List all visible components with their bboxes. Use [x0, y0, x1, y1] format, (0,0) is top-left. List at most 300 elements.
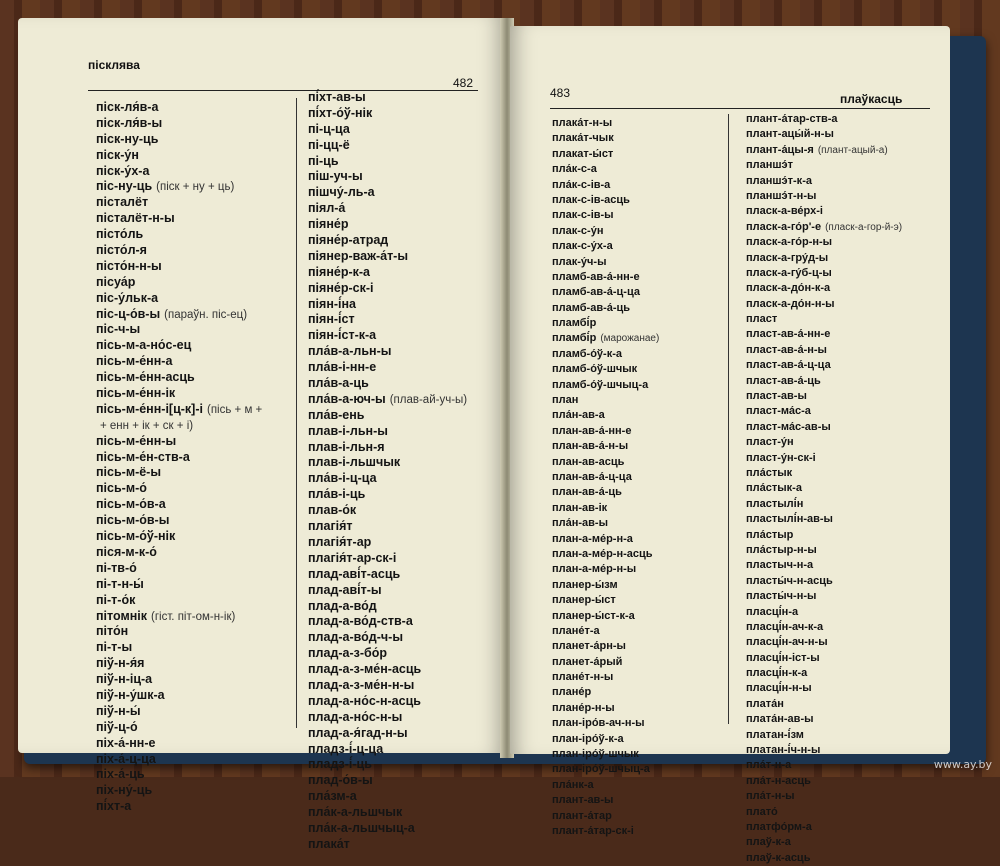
entry-word: плака́т-н-ы: [552, 117, 613, 129]
entry-word: піх-ну́-ць: [96, 783, 153, 798]
dictionary-entry: [96, 577, 262, 593]
entry-word: пі́хт-а: [96, 799, 132, 814]
dictionary-entry: [746, 835, 902, 850]
dictionary-entry: [552, 239, 659, 254]
entry-note: (марожанае): [600, 333, 660, 345]
dictionary-entry: [746, 112, 902, 127]
entry-word: піяне́р-ск-і: [308, 280, 374, 295]
entry-word: піс-ч-ы: [96, 322, 141, 337]
entry-note: (пласк-а-гор-й-э): [825, 221, 903, 233]
dictionary-entry: [746, 805, 902, 820]
dictionary-entry: [96, 767, 262, 783]
left-column-divider: [296, 98, 297, 728]
entry-word: пі-ць: [308, 153, 339, 168]
dictionary-entry: [308, 519, 467, 535]
dictionary-entry: [746, 297, 902, 312]
entry-word: пі́хт-ав-ы: [308, 90, 366, 104]
dictionary-entry: [746, 851, 902, 866]
entry-word: пі-цц-ё: [308, 137, 350, 152]
entry-word: пласт-у́н: [746, 436, 794, 449]
watermark: www.ay.by: [933, 758, 992, 771]
dictionary-entry: [552, 393, 659, 408]
entry-word: план-ав-а́-н-ы: [552, 440, 629, 453]
entry-word: плад-а-з-ме́н-н-ы: [308, 677, 415, 692]
dictionary-entry: [552, 408, 659, 423]
entry-word: піян-і́на: [308, 296, 357, 311]
entry-word: пісь-м-е́нн-ік: [96, 386, 176, 401]
entry-word: пла́в-і-ць: [308, 487, 366, 502]
dictionary-entry: [308, 106, 467, 122]
dictionary-entry: [96, 497, 262, 513]
dictionary-entry: [746, 497, 902, 512]
dictionary-entry: [96, 227, 262, 243]
dictionary-entry: [308, 440, 467, 456]
entry-word: планшэ́т: [746, 159, 794, 172]
entry-word: пласці́н-а: [746, 605, 799, 618]
dictionary-entry: [96, 243, 262, 259]
entry-word: плане́т-а: [552, 624, 600, 637]
entry-word: плант-а́цы-я: [746, 143, 814, 156]
entry-word: плад-а-но́с-н-асць: [308, 693, 421, 708]
dictionary-entry: [746, 389, 902, 404]
entry-word: плагія́т-ар: [308, 534, 372, 549]
dictionary-entry: [96, 418, 262, 434]
dictionary-entry: [308, 408, 467, 424]
entry-word: пласт-ав-а́-ц-ца: [746, 359, 831, 372]
entry-word: плато́: [746, 805, 778, 818]
dictionary-entry: [96, 370, 262, 386]
dictionary-entry: [308, 90, 467, 106]
entry-word: пла́к-с-а: [552, 163, 597, 176]
entry-word: піх-а́-ц-ца: [96, 751, 156, 766]
dictionary-entry: [746, 435, 902, 450]
entry-word: пладз-і́-ц-ца: [308, 741, 384, 756]
entry-word: піск-ля́в-а: [96, 100, 159, 114]
left-column-2: [308, 90, 467, 853]
dictionary-entry: [552, 778, 659, 793]
dictionary-entry: [308, 122, 467, 138]
dictionary-entry: [746, 651, 902, 666]
entry-word: пісь-м-е́нн-а: [96, 354, 173, 369]
dictionary-entry: [552, 562, 659, 577]
dictionary-entry: [308, 424, 467, 440]
entry-word: плане́р-н-ы: [552, 701, 615, 714]
dictionary-entry: [308, 821, 467, 837]
entry-word: пластыч-н-а: [746, 559, 814, 572]
entry-word: пласт-ма́с-а: [746, 405, 811, 418]
dictionary-entry: [96, 545, 262, 561]
entry-word: пласт-ав-ы: [746, 390, 807, 403]
entry-note: (параўн. піс-ец): [164, 308, 248, 321]
dictionary-entry: [552, 116, 659, 131]
dictionary-entry: [96, 704, 262, 720]
dictionary-entry: [552, 224, 659, 239]
dictionary-entry: [746, 589, 902, 604]
dictionary-entry: [746, 728, 902, 743]
entry-word: план-ав-а́-нн-е: [552, 424, 632, 437]
dictionary-entry: [96, 481, 262, 497]
entry-word: плад-а-во́д-ч-ы: [308, 630, 404, 645]
dictionary-entry: [746, 758, 902, 773]
dictionary-entry: [552, 285, 659, 300]
dictionary-entry: [308, 630, 467, 646]
entry-word: плак-с-у́х-а: [552, 240, 613, 253]
dictionary-entry: [552, 747, 659, 762]
dictionary-entry: [552, 131, 659, 146]
dictionary-entry: [308, 805, 467, 821]
entry-word: пласт: [746, 313, 778, 326]
entry-word: план-іро́ў-к-а: [552, 732, 624, 745]
dictionary-entry: [96, 752, 262, 768]
entry-word: піск-у́н: [96, 147, 139, 162]
dictionary-entry: [746, 251, 902, 266]
entry-word: пла́т-н-ы: [746, 790, 795, 803]
dictionary-entry: [746, 312, 902, 327]
dictionary-entry: [96, 307, 262, 323]
dictionary-entry: [746, 620, 902, 635]
entry-word: плав-о́к: [308, 503, 357, 518]
dictionary-entry: [552, 470, 659, 485]
entry-word: пламб-о́ў-шчыц-а: [552, 378, 649, 391]
entry-word: піск-у́х-а: [96, 163, 150, 178]
entry-word: піў-н-я́я: [96, 656, 145, 671]
entry-word: плант-а́тар: [552, 809, 612, 822]
dictionary-entry: [746, 189, 902, 204]
dictionary-entry: [552, 255, 659, 270]
dictionary-entry: [746, 374, 902, 389]
dictionary-entry: [552, 762, 659, 777]
entry-word: пласт-ав-а́-нн-е: [746, 328, 831, 341]
entry-word: пісто́н-н-ы: [96, 258, 162, 273]
entry-word: плад-а-во́д-ств-а: [308, 614, 413, 629]
dictionary-entry: [96, 624, 262, 640]
entry-word: піс-у́льк-а: [96, 290, 159, 305]
right-page: [510, 26, 950, 864]
dictionary-entry: [96, 291, 262, 307]
dictionary-entry: [96, 688, 262, 704]
dictionary-entry: [746, 143, 902, 158]
entry-word: піяне́р-атрад: [308, 233, 389, 248]
dictionary-entry: [308, 233, 467, 249]
dictionary-entry: [308, 376, 467, 392]
entry-word: пісуа́р: [96, 274, 136, 289]
entry-word: піян-і́ст-к-а: [308, 328, 377, 343]
right-column-divider: [728, 114, 729, 724]
entry-word: пласты́ч-н-ы: [746, 590, 817, 603]
dictionary-entry: [552, 670, 659, 685]
entry-word: пі-тв-о́: [96, 560, 137, 575]
entry-word: піск-ля́в-ы: [96, 115, 163, 130]
entry-word: плак-с-ів-ы: [552, 209, 614, 222]
dictionary-entry: [308, 789, 467, 805]
entry-word: пла́т-н-асць: [746, 774, 811, 787]
entry-word: плаў-к-асць: [746, 851, 811, 864]
dictionary-entry: [308, 662, 467, 678]
dictionary-entry: [96, 148, 262, 164]
entry-word: пласк-а-го́р'-е: [746, 220, 822, 233]
entry-word: пітомнік: [96, 608, 147, 623]
left-running-head: пісклява: [88, 58, 140, 72]
dictionary-entry: [308, 710, 467, 726]
entry-word: пісь-м-о́ў-нік: [96, 529, 176, 544]
entry-word: планер-ы́ст: [552, 594, 616, 607]
dictionary-entry: [96, 736, 262, 752]
entry-word: планшэ́т-н-ы: [746, 189, 817, 202]
entry-word: пламб-о́ў-шчык: [552, 363, 638, 376]
entry-word: пламб-ав-а́-нн-е: [552, 270, 640, 283]
dictionary-entry: [96, 640, 262, 656]
right-page-number: 483: [550, 86, 571, 100]
dictionary-entry: [96, 720, 262, 736]
left-page-number: 482: [453, 76, 474, 90]
entry-word: пласк-а-гу́б-ц-ы: [746, 266, 832, 279]
dictionary-entry: [552, 547, 659, 562]
dictionary-entry: [552, 609, 659, 624]
entry-word: піў-н-ы́: [96, 703, 141, 718]
dictionary-entry: [552, 424, 659, 439]
dictionary-entry: [552, 593, 659, 608]
dictionary-entry: [746, 266, 902, 281]
dictionary-entry: [96, 386, 262, 402]
dictionary-entry: [308, 773, 467, 789]
entry-word: плант-а́тар-ств-а: [746, 113, 838, 125]
entry-word: пластылі́н-ав-ы: [746, 513, 833, 526]
dictionary-entry: [96, 211, 262, 227]
right-header-rule: [550, 108, 930, 109]
entry-note: (плав-ай-уч-ы): [389, 393, 468, 406]
entry-word: пла́в-а-ць: [308, 376, 369, 391]
dictionary-entry: [552, 485, 659, 500]
left-column-1: [96, 100, 262, 815]
entry-word: пласк-а-гру́д-ы: [746, 251, 829, 264]
entry-word: пла́стыр-н-ы: [746, 543, 817, 556]
entry-word: пла́зм-а: [308, 789, 357, 804]
entry-word: плагія́т-ар-ск-і: [308, 550, 397, 565]
entry-word: плане́т-н-ы: [552, 671, 614, 684]
entry-word: плака́т: [308, 836, 350, 851]
entry-word: пла́нк-а: [552, 778, 594, 791]
dictionary-entry: [96, 593, 262, 609]
dictionary-entry: [308, 455, 467, 471]
entry-word: планер-ы́зм: [552, 578, 618, 591]
dictionary-entry: [552, 532, 659, 547]
dictionary-entry: [96, 656, 262, 672]
dictionary-entry: [552, 147, 659, 162]
dictionary-entry: [552, 501, 659, 516]
entry-word: пла́к-а-льшчыц-а: [308, 820, 415, 835]
entry-word: план-а-ме́р-н-а: [552, 532, 633, 545]
dictionary-entry: [308, 281, 467, 297]
entry-word: пішчу́-ль-а: [308, 185, 375, 200]
dictionary-entry: [746, 558, 902, 573]
dictionary-entry: [746, 681, 902, 696]
entry-note: (плант-ацый-а): [817, 144, 888, 156]
entry-word: пі-т-н-ы́: [96, 576, 144, 591]
dictionary-entry: [96, 513, 262, 529]
entry-word: плата́н: [746, 697, 784, 710]
dictionary-entry: [96, 259, 262, 275]
dictionary-entry: [552, 316, 659, 331]
dictionary-entry: [308, 360, 467, 376]
entry-word: пі-т-ы: [96, 640, 133, 655]
entry-word: плад-аві́т-асць: [308, 566, 401, 581]
dictionary-entry: [308, 678, 467, 694]
dictionary-entry: [96, 450, 262, 466]
entry-word: пламб-ав-а́-ц-ца: [552, 286, 640, 299]
dictionary-entry: [552, 362, 659, 377]
dictionary-entry: [308, 138, 467, 154]
dictionary-entry: [746, 235, 902, 250]
dictionary-entry: [746, 820, 902, 835]
entry-word: пламбі́р: [552, 332, 597, 345]
dictionary-entry: [552, 331, 659, 346]
entry-word: плав-і-льшчык: [308, 455, 401, 470]
entry-word: піто́н: [96, 624, 129, 639]
dictionary-entry: [308, 614, 467, 630]
entry-word: пісь-м-е́нн-асць: [96, 370, 195, 385]
dictionary-entry: [552, 793, 659, 808]
entry-word: пласт-ав-а́-ць: [746, 374, 821, 387]
dictionary-entry: [552, 439, 659, 454]
entry-word: піў-н-іц-а: [96, 672, 153, 687]
dictionary-entry: [308, 757, 467, 773]
entry-word: пла́в-і-нн-е: [308, 360, 377, 375]
dictionary-entry: [746, 605, 902, 620]
entry-word: пісто́ль: [96, 227, 144, 242]
entry-word: піс-ну-ць: [96, 179, 153, 194]
dictionary-entry: [96, 799, 262, 815]
dictionary-entry: [308, 344, 467, 360]
entry-word: пла́стык-а: [746, 482, 802, 495]
dictionary-entry: [746, 220, 902, 235]
dictionary-entry: [96, 322, 262, 338]
dictionary-entry: [552, 178, 659, 193]
dictionary-entry: [552, 162, 659, 177]
dictionary-entry: [308, 551, 467, 567]
dictionary-entry: [746, 158, 902, 173]
entry-word: плак-с-ів-асць: [552, 193, 630, 206]
dictionary-entry: [746, 127, 902, 142]
dictionary-entry: [746, 204, 902, 219]
dictionary-entry: [96, 116, 262, 132]
dictionary-entry: [552, 655, 659, 670]
dictionary-entry: [308, 599, 467, 615]
entry-word: пісь-м-е́нн-і[ц-к]-і: [96, 401, 203, 416]
dictionary-entry: [96, 672, 262, 688]
dictionary-entry: [96, 164, 262, 180]
dictionary-entry: [746, 481, 902, 496]
dictionary-entry: [552, 685, 659, 700]
dictionary-entry: [96, 609, 262, 625]
dictionary-entry: [552, 716, 659, 731]
right-running-head: плаўкасць: [840, 92, 903, 106]
entry-word: пластылі́н: [746, 497, 804, 510]
entry-word: плад-а-з-бо́р: [308, 646, 388, 661]
entry-word: пла́в-а-юч-ы: [308, 391, 386, 406]
entry-word: пласты́ч-н-асць: [746, 574, 833, 587]
dictionary-entry: [308, 535, 467, 551]
entry-word: пісто́л-я: [96, 243, 147, 258]
entry-word: плант-а́тар-ск-і: [552, 824, 634, 837]
dictionary-entry: [96, 783, 262, 799]
entry-word: план-іро́ў-шчык: [552, 748, 639, 761]
dictionary-entry: [308, 169, 467, 185]
dictionary-entry: [746, 174, 902, 189]
dictionary-entry: [96, 434, 262, 450]
dictionary-entry: [552, 270, 659, 285]
entry-word: пла́к-с-ів-а: [552, 178, 611, 191]
entry-word: піск-ну-ць: [96, 131, 159, 146]
dictionary-entry: [308, 265, 467, 281]
entry-word: пласці́н-ач-к-а: [746, 620, 824, 633]
entry-word: плагія́т: [308, 519, 353, 534]
dictionary-entry: [96, 561, 262, 577]
entry-word: план-а-ме́р-н-асць: [552, 547, 653, 560]
dictionary-entry: [308, 185, 467, 201]
dictionary-entry: [96, 132, 262, 148]
entry-word: платан-і́зм: [746, 728, 804, 741]
dictionary-entry: [96, 338, 262, 354]
entry-word: плад-аві́т-ы: [308, 582, 382, 597]
entry-word: пла́в-і-ц-ца: [308, 471, 377, 486]
entry-word: пісь-м-ё-ы: [96, 465, 162, 480]
entry-word: плав-і-льн-ы: [308, 423, 388, 438]
dictionary-entry: [552, 208, 659, 223]
entry-word: піш-уч-ы: [308, 169, 363, 184]
entry-word: план: [552, 394, 579, 407]
entry-word: пла́стык: [746, 466, 793, 479]
entry-word: пісь-м-е́н-ств-а: [96, 449, 190, 464]
entry-word: платфо́рм-а: [746, 820, 812, 833]
dictionary-entry: [552, 639, 659, 654]
entry-word: піс-ц-о́в-ы: [96, 306, 161, 321]
entry-word: пламбі́р: [552, 317, 597, 330]
dictionary-entry: [308, 837, 467, 853]
entry-word: пісь-м-е́нн-ы: [96, 433, 177, 448]
dictionary-entry: [308, 328, 467, 344]
entry-word: піў-н-у́шк-а: [96, 687, 165, 702]
right-column-1: [552, 116, 659, 839]
dictionary-entry: [308, 297, 467, 313]
dictionary-entry: [552, 455, 659, 470]
dictionary-entry: [746, 697, 902, 712]
dictionary-entry: [308, 487, 467, 503]
entry-word: плане́р: [552, 686, 592, 699]
dictionary-entry: [308, 312, 467, 328]
dictionary-entry: [552, 516, 659, 531]
entry-word: пласк-а-го́р-н-ы: [746, 236, 833, 249]
entry-word: пла́т-н-а: [746, 759, 792, 772]
entry-word: планшэ́т-к-а: [746, 174, 812, 187]
entry-word: пі́хт-о́ў-нік: [308, 105, 373, 120]
dictionary-entry: [746, 420, 902, 435]
dictionary-entry: [96, 402, 262, 418]
dictionary-entry: [746, 574, 902, 589]
dictionary-entry: [308, 694, 467, 710]
entry-word: план-іро́ў-шчыц-а: [552, 763, 650, 776]
dictionary-entry: [308, 583, 467, 599]
entry-word: пласці́н-ач-н-ы: [746, 636, 828, 649]
entry-word: пісь-м-о́в-ы: [96, 513, 170, 528]
entry-word: пісь-м-а-но́с-ец: [96, 338, 192, 353]
entry-word: плад-а-я́гад-н-ы: [308, 725, 408, 740]
dictionary-entry: [308, 742, 467, 758]
dictionary-entry: [746, 404, 902, 419]
dictionary-entry: [746, 327, 902, 342]
entry-word: пла́н-ав-ы: [552, 517, 608, 530]
entry-word: план-ав-асць: [552, 455, 625, 468]
dictionary-entry: [96, 354, 262, 370]
